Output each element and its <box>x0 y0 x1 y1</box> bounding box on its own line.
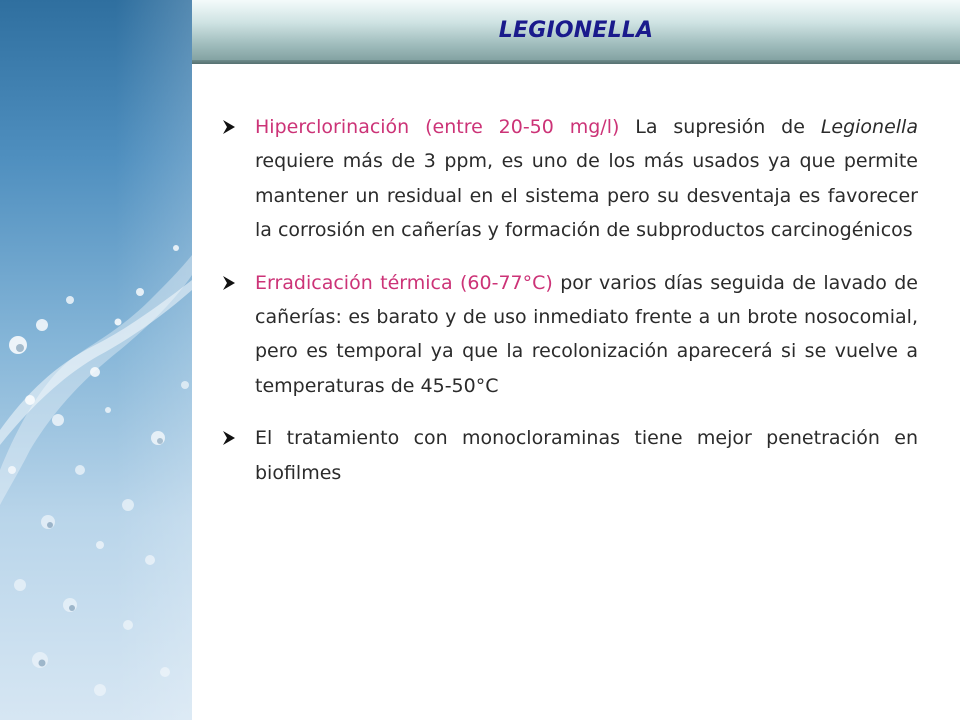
water-droplets-graphic <box>0 0 192 720</box>
bullet-text: El tratamiento con monocloraminas tiene mejor penetración en biofilmes <box>255 427 918 484</box>
title-bar <box>192 0 960 64</box>
slide-content <box>222 110 918 508</box>
arrowhead-bullet-icon <box>222 430 236 446</box>
bullet-list <box>222 110 918 490</box>
arrowhead-bullet-icon <box>222 119 236 135</box>
slide-title: LEGIONELLA <box>498 18 654 43</box>
bullet-highlight: Erradicación térmica (60-77°C) <box>255 271 553 294</box>
water-splash-image <box>0 0 192 720</box>
bullet-text: requiere más de 3 ppm, es uno de los más usados ya que permite mantener un residual en el sistema pero su desventaja es favorecer la corrosión en cañerías y formación de subproductos carcinogénicos <box>255 150 918 242</box>
bullet-erradicacion-termica <box>222 266 918 404</box>
bullet-text: por varios días seguida de lavado de cañerías: es barato y de uso inmediato frente a un brote nosocomial, pero es temporal ya que la recolonización aparecerá si se vuelve a temperaturas de 45-50°C <box>255 271 918 397</box>
arrowhead-bullet-icon <box>222 275 236 291</box>
bullet-hiperclorinacion <box>222 110 918 248</box>
bullet-highlight: Hiperclorinación (entre 20-50 mg/l) <box>255 116 620 138</box>
bullet-italic-term: Legionella <box>820 116 918 138</box>
bullet-monocloraminas <box>222 421 918 490</box>
bullet-text: La supresión de <box>619 116 821 138</box>
